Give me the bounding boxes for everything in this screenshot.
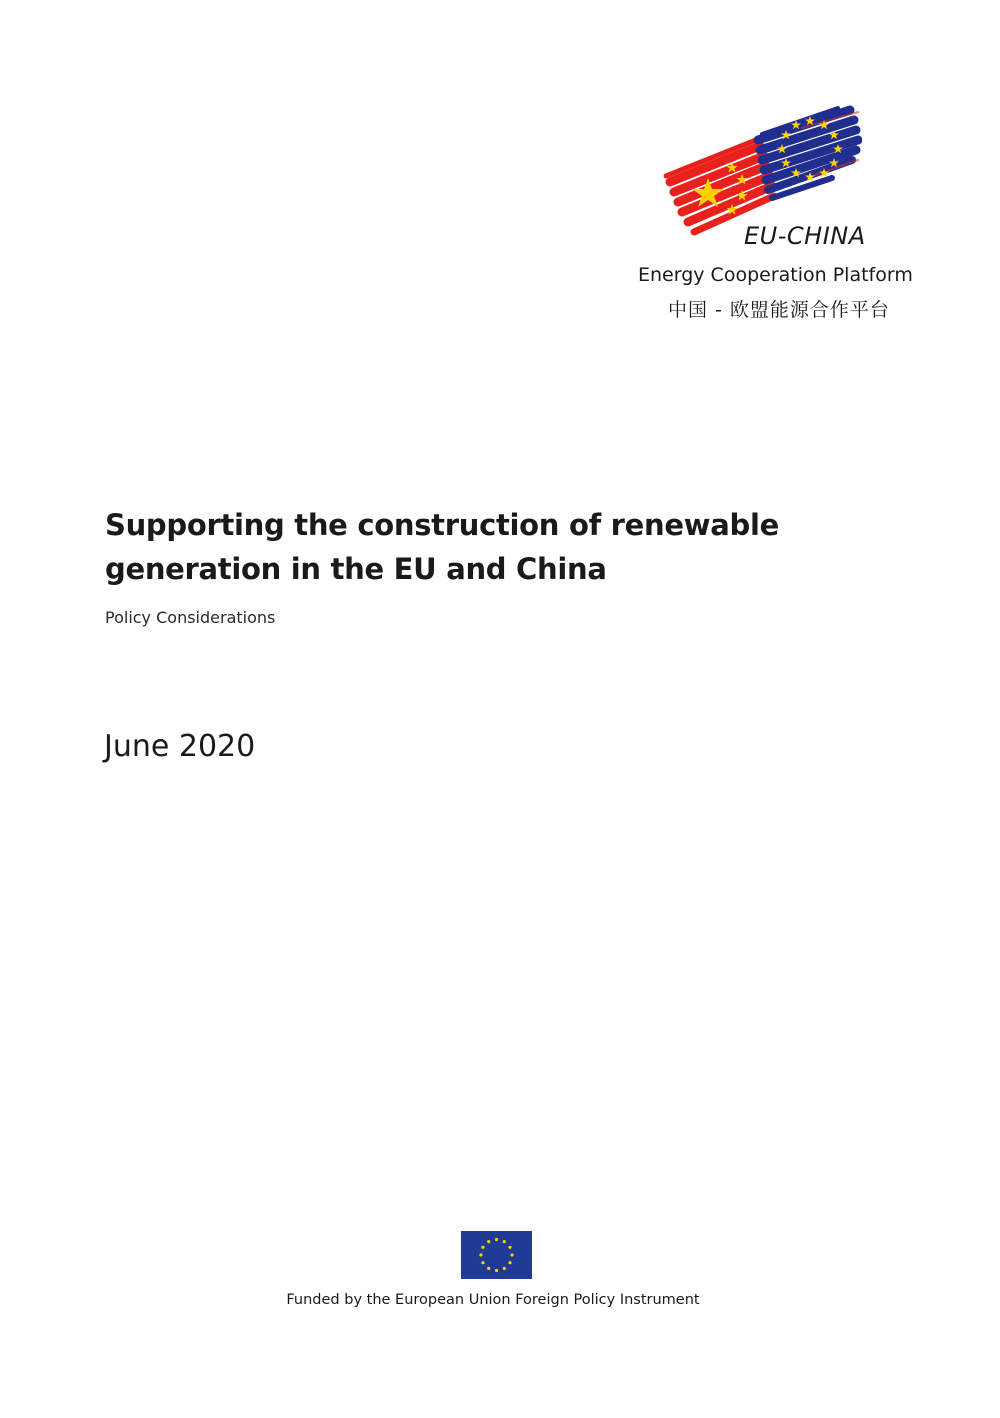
logo-wordmark: EU-CHINA xyxy=(744,222,866,250)
eu-china-logo xyxy=(610,92,940,332)
eu-china-flags-icon xyxy=(662,100,862,240)
document-subtitle: Policy Considerations xyxy=(105,608,276,627)
document-date: June 2020 xyxy=(104,729,256,764)
eu-flag-icon xyxy=(461,1231,532,1279)
funding-statement: Funded by the European Union Foreign Policy Instrument xyxy=(286,1292,700,1308)
document-title: Supporting the construction of renewable generation in the EU and China xyxy=(105,508,779,586)
logo-subtitle-chinese: 中国 - 欧盟能源合作平台 xyxy=(668,299,890,321)
logo-subtitle: Energy Cooperation Platform xyxy=(638,264,913,286)
